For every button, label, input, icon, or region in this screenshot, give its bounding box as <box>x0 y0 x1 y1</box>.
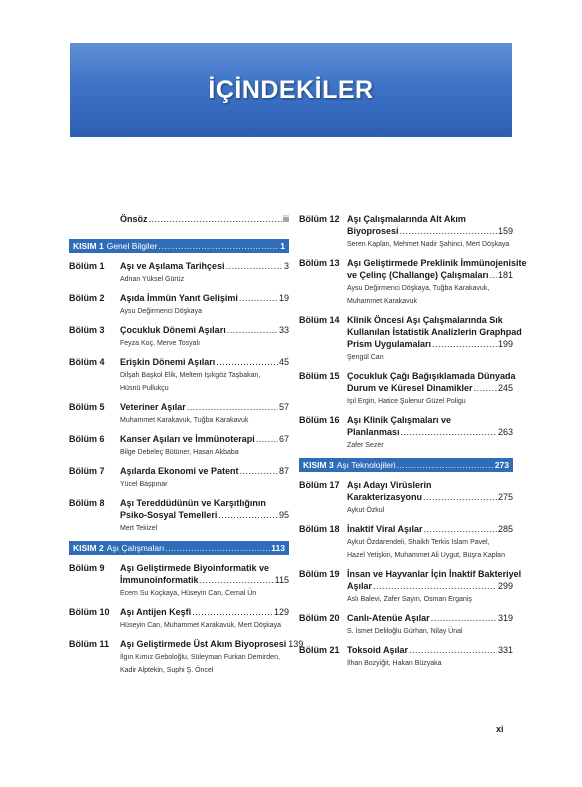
chapter-authors: Mert Tekizel <box>120 525 158 532</box>
chapter-authors: Bilge Debeleç Bütüner, Hasan Akbaba <box>120 449 239 456</box>
leader-dots <box>373 580 497 592</box>
toc-entry[interactable] <box>299 612 513 637</box>
part-page: 273 <box>494 460 509 470</box>
chapter-list-part2-cont <box>299 213 527 451</box>
toc-entry-onsoz[interactable] <box>120 213 289 225</box>
chapter-authors: Hazel Yetişkin, Muhammet Ali Uygut, Büşra Kaplan <box>347 552 505 559</box>
chapter-page: 299 <box>497 581 513 591</box>
chapter-page: 139 <box>288 639 304 649</box>
toc-left-column <box>69 213 304 683</box>
chapter-label: Bölüm 20 <box>299 613 340 623</box>
chapter-label: Bölüm 17 <box>299 480 340 490</box>
chapter-title: Aşı Çalışmalarında Alt Akım <box>347 214 466 224</box>
chapter-label: Bölüm 9 <box>69 563 105 573</box>
chapter-authors: Aysu Değirmenci Döşkaya, Tuğba Karakavuk, <box>347 285 490 292</box>
leader-dots <box>227 324 278 336</box>
chapter-title: Biyoprosesi <box>347 226 399 236</box>
chapter-authors: Hüseyin Can, Muhammet Karakavuk, Mert Döşkaya <box>120 622 282 629</box>
chapter-title: İnaktif Viral Aşılar <box>347 524 423 534</box>
part-page: 113 <box>271 543 285 553</box>
chapter-list-part1 <box>69 260 289 534</box>
chapter-title: Kullanılan İstatistik Analizlerin Graphpad <box>347 327 522 337</box>
toc-entry[interactable] <box>69 562 289 599</box>
chapter-title: Aşıda İmmün Yanıt Gelişimi <box>120 293 238 303</box>
leader-dots <box>200 574 274 586</box>
leader-dots <box>409 644 497 656</box>
toc-entry[interactable] <box>69 638 304 676</box>
onsoz-title: Önsöz <box>120 214 148 224</box>
chapter-title: Prism Uygulamaları <box>347 339 432 349</box>
chapter-title: Aşı Tereddüdünün ve Karşıtlığının <box>120 498 266 508</box>
chapter-label: Bölüm 2 <box>69 293 105 303</box>
leader-dots <box>239 292 278 304</box>
chapter-title: Psiko-Sosyal Temelleri <box>120 510 218 520</box>
part-header-2[interactable] <box>69 541 289 555</box>
chapter-label: Bölüm 3 <box>69 325 105 335</box>
leader-dots <box>226 260 283 272</box>
leader-dots <box>431 612 497 624</box>
chapter-page: 129 <box>273 607 289 617</box>
chapter-title: Aşı Antijen Keşfi <box>120 607 192 617</box>
leader-dots <box>474 382 497 394</box>
leader-dots <box>397 458 494 472</box>
chapter-title: Aşı Geliştirmede Preklinik İmmünojenisite <box>347 258 527 268</box>
page-title: İÇİNDEKİLER <box>208 75 374 104</box>
chapter-page: 331 <box>497 645 513 655</box>
chapter-page: 45 <box>278 357 289 367</box>
chapter-page: 33 <box>278 325 289 335</box>
chapter-title: Aşılarda Ekonomi ve Patent <box>120 466 239 476</box>
chapter-page: 19 <box>278 293 289 303</box>
part-name: Aşı Çalışmaları <box>106 543 165 553</box>
chapter-label: Bölüm 14 <box>299 315 340 325</box>
chapter-page: 115 <box>274 575 289 585</box>
chapter-list-part2 <box>69 562 304 676</box>
chapter-title: Çocukluk Çağı Bağışıklamada Dünyada <box>347 371 516 381</box>
chapter-authors: İlgın Kımız Geboloğlu, Süleyman Furkan Demirden, <box>120 654 280 661</box>
part-page: 1 <box>280 241 285 251</box>
chapter-page: 3 <box>283 261 289 271</box>
toc-entry[interactable] <box>69 292 289 317</box>
chapter-authors: Muhammet Karakavuk <box>347 298 418 305</box>
chapter-title: Aşılar <box>347 581 373 591</box>
leader-dots <box>158 239 279 253</box>
chapter-authors: Hüsnü Pullukçu <box>120 385 169 392</box>
toc-entry[interactable] <box>299 213 513 250</box>
chapter-title: Canlı-Atenüe Aşılar <box>347 613 430 623</box>
toc-entry[interactable] <box>299 523 513 561</box>
leader-dots <box>165 541 270 555</box>
chapter-page: 67 <box>278 434 289 444</box>
chapter-authors: Ecem Su Koçkaya, Hüseyin Can, Cemal Ün <box>120 590 257 597</box>
chapter-label: Bölüm 19 <box>299 569 340 579</box>
leader-dots <box>216 356 278 368</box>
chapter-title: Veteriner Aşılar <box>120 402 186 412</box>
chapter-label: Bölüm 16 <box>299 415 340 425</box>
leader-dots <box>256 433 278 445</box>
chapter-label: Bölüm 10 <box>69 607 110 617</box>
chapter-title: Aşı ve Aşılama Tarihçesi <box>120 261 225 271</box>
chapter-label: Bölüm 12 <box>299 214 340 224</box>
toc-entry[interactable] <box>69 324 289 349</box>
chapter-label: Bölüm 15 <box>299 371 340 381</box>
chapter-page: 263 <box>497 427 513 437</box>
chapter-title: Toksoid Aşılar <box>347 645 409 655</box>
chapter-title: İmmunoinformatik <box>120 575 199 585</box>
part-header-1[interactable] <box>69 239 289 253</box>
toc-entry[interactable] <box>299 314 522 363</box>
chapter-authors: İlhan Bozyiğit, Hakan Büzyaka <box>347 660 442 667</box>
leader-dots <box>192 606 273 618</box>
leader-dots <box>149 213 282 225</box>
part-label: KISIM 2 <box>73 543 104 553</box>
chapter-label: Bölüm 13 <box>299 258 340 268</box>
chapter-list-part3 <box>299 479 522 669</box>
chapter-label: Bölüm 11 <box>69 639 110 649</box>
leader-dots <box>490 269 497 281</box>
chapter-label: Bölüm 7 <box>69 466 105 476</box>
chapter-page: 285 <box>497 524 513 534</box>
toc-entry[interactable] <box>299 479 513 516</box>
chapter-page: 319 <box>497 613 513 623</box>
chapter-authors: Yücel Başpınar <box>120 481 168 488</box>
chapter-label: Bölüm 21 <box>299 645 340 655</box>
chapter-title: Aşı Geliştirmede Üst Akım Biyoprosesi <box>120 639 287 649</box>
part-label: KISIM 1 <box>73 241 104 251</box>
toc-entry[interactable] <box>299 370 516 407</box>
chapter-title: Kanser Aşıları ve İmmünoterapi <box>120 434 255 444</box>
chapter-label: Bölüm 5 <box>69 402 105 412</box>
toc-right-column <box>299 213 527 676</box>
chapter-authors: Feyza Koç, Merve Tosyalı <box>120 340 201 347</box>
chapter-authors: Aysu Değirmenci Döşkaya <box>120 308 202 315</box>
toc-entry[interactable] <box>69 606 289 631</box>
chapter-page: 199 <box>497 339 513 349</box>
chapter-authors: Muhammet Karakavuk, Tuğba Karakavuk <box>120 417 249 424</box>
chapter-page: 275 <box>497 492 513 502</box>
toc-entry[interactable] <box>299 568 522 605</box>
chapter-label: Bölüm 8 <box>69 498 105 508</box>
toc-entry[interactable] <box>69 433 289 458</box>
leader-dots <box>218 509 278 521</box>
leader-dots <box>432 338 497 350</box>
leader-dots <box>424 523 497 535</box>
chapter-page: 159 <box>497 226 513 236</box>
chapter-title: Planlanması <box>347 427 400 437</box>
chapter-authors: Işıl Ergin, Hatice Şulenur Güzel Poligu <box>347 398 466 405</box>
chapter-authors: Aykut Özkul <box>347 507 385 514</box>
page-number: xi <box>496 724 504 734</box>
chapter-label: Bölüm 4 <box>69 357 105 367</box>
chapter-page: 87 <box>278 466 289 476</box>
toc-entry[interactable] <box>299 414 513 451</box>
leader-dots <box>400 225 497 237</box>
chapter-authors: S. İsmet Deliloğlu Gürhan, Nilay Ünal <box>347 628 463 635</box>
leader-dots <box>240 465 278 477</box>
part-label: KISIM 3 <box>303 460 334 470</box>
chapter-page: 95 <box>278 510 289 520</box>
chapter-title: Çocukluk Dönemi Aşıları <box>120 325 226 335</box>
chapter-authors: Aslı Balevi, Zafer Sayın, Osman Erganiş <box>347 596 472 603</box>
chapter-authors: Zafer Sezer <box>347 442 384 449</box>
chapter-title: Durum ve Küresel Dinamikler <box>347 383 473 393</box>
toc-entry[interactable] <box>69 356 289 394</box>
chapter-page: 181 <box>497 270 513 280</box>
chapter-authors: Kadir Alptekin, Suphi Ş. Öncel <box>120 667 214 674</box>
toc-entry[interactable] <box>69 465 289 490</box>
toc-entry[interactable] <box>69 260 289 285</box>
chapter-title: Karakterizasyonu <box>347 492 423 502</box>
chapter-page: 245 <box>497 383 513 393</box>
chapter-title: İnsan ve Hayvanlar İçin İnaktif Bakteriyel <box>347 569 522 579</box>
title-banner <box>70 43 512 137</box>
leader-dots <box>187 401 278 413</box>
onsoz-page: iii <box>283 214 289 224</box>
chapter-label: Bölüm 6 <box>69 434 105 444</box>
toc-entry[interactable] <box>299 644 513 669</box>
chapter-page: 57 <box>278 402 289 412</box>
chapter-title: Klinik Öncesi Aşı Çalışmalarında Sık <box>347 315 503 325</box>
chapter-title: ve Çelinç (Challange) Çalışmaları <box>347 270 489 280</box>
part-name: Genel Bilgiler <box>106 241 158 251</box>
chapter-authors: Seren Kaplan, Mehmet Nadir Şahinci, Mert Döşkaya <box>347 241 510 248</box>
chapter-label: Bölüm 1 <box>69 261 105 271</box>
chapter-title: Erişkin Dönemi Aşıları <box>120 357 216 367</box>
chapter-title: Aşı Klinik Çalışmaları ve <box>347 415 452 425</box>
leader-dots <box>423 491 497 503</box>
toc-entry[interactable] <box>69 401 289 426</box>
part-header-3[interactable] <box>299 458 513 472</box>
chapter-authors: Adnan Yüksel Gürüz <box>120 276 185 283</box>
chapter-authors: Dilşah Başkol Elik, Meltem Işıkgöz Taşbakan, <box>120 372 261 379</box>
leader-dots <box>401 426 497 438</box>
toc-entry[interactable] <box>299 257 527 307</box>
toc-entry[interactable] <box>69 497 289 534</box>
chapter-title: Aşı Geliştirmede Biyoinformatik ve <box>120 563 270 573</box>
part-name: Aşı Teknolojileri <box>336 460 396 470</box>
chapter-label: Bölüm 18 <box>299 524 340 534</box>
chapter-authors: Aykut Özdarendeli, Shaikh Terkis Islam Pavel, <box>347 539 490 546</box>
chapter-authors: Şengül Can <box>347 354 384 361</box>
chapter-title: Aşı Adayı Virüslerin <box>347 480 432 490</box>
